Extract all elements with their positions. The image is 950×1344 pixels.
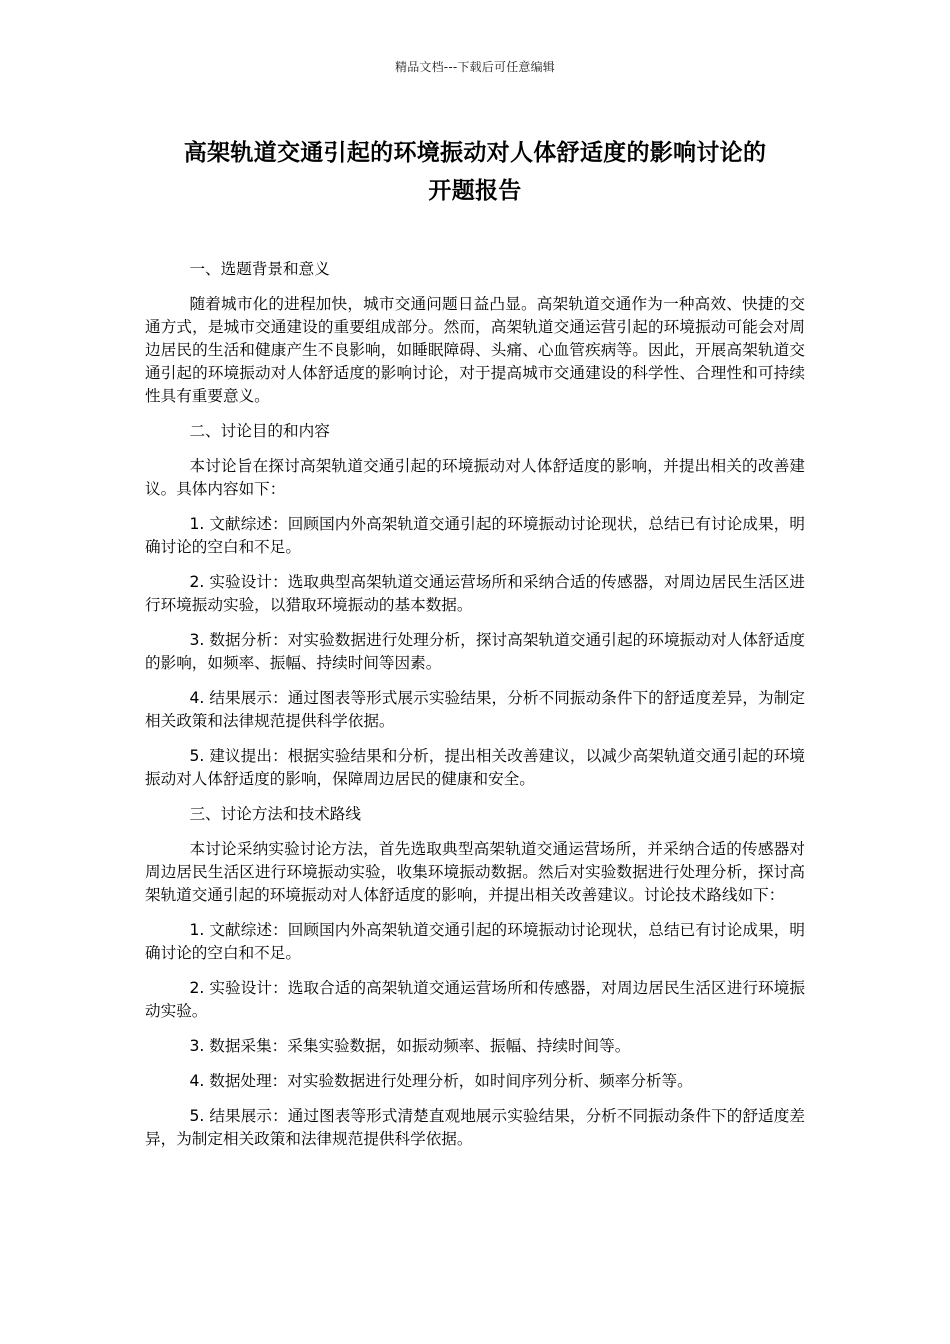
- list-item-content-3: 3. 数据分析：对实验数据进行处理分析，探讨高架轨道交通引起的环境振动对人体舒适度的影响，如频率、振幅、持续时间等因素。: [145, 631, 805, 672]
- list-item-content-5: 5. 建议提出：根据实验结果和分析，提出相关改善建议，以减少高架轨道交通引起的环境振动对人体舒适度的影响，保障周边居民的健康和安全。: [145, 747, 805, 788]
- list-item-route-3: 3. 数据采集：采集实验数据，如振动频率、振幅、持续时间等。: [189, 1037, 631, 1055]
- list-item-content-2: 2. 实验设计：选取典型高架轨道交通运营场所和采纳合适的传感器，对周边居民生活区进行环境振动实验，以猎取环境振动的基本数据。: [145, 573, 805, 614]
- list-item-route-1: 1. 文献综述：回顾国内外高架轨道交通引起的环境振动讨论现状，总结已有讨论成果，明确讨论的空白和不足。: [145, 921, 805, 962]
- paragraph-background: 随着城市化的进程加快，城市交通问题日益凸显。高架轨道交通作为一种高效、快捷的交通方式，是城市交通建设的重要组成部分。然而，高架轨道交通运营引起的环境振动可能会对周边居民的生活和健康产生不良影响，如睡眠障碍、头痛、心血管疾病等。因此，开展高架轨道交通引起的环境振动对人体舒适度的影响讨论，对于提高城市交通建设的科学性、合理性和可持续性具有重要意义。: [145, 295, 805, 405]
- list-item-route-5: 5. 结果展示：通过图表等形式清楚直观地展示实验结果，分析不同振动条件下的舒适度差异，为制定相关政策和法律规范提供科学依据。: [145, 1107, 805, 1148]
- list-item-route-4: 4. 数据处理：对实验数据进行处理分析，如时间序列分析、频率分析等。: [189, 1072, 693, 1090]
- title-line-1: 高架轨道交通引起的环境振动对人体舒适度的影响讨论的: [183, 140, 767, 166]
- list-item-content-1: 1. 文献综述：回顾国内外高架轨道交通引起的环境振动讨论现状，总结已有讨论成果，明确讨论的空白和不足。: [145, 515, 805, 556]
- header-note: 精品文档---下载后可任意编辑: [395, 60, 555, 74]
- title-line-2: 开题报告: [428, 178, 522, 204]
- section-heading-methods: 三、讨论方法和技术路线: [189, 805, 361, 823]
- section-heading-background: 一、选题背景和意义: [189, 260, 330, 278]
- document-title: [145, 134, 805, 210]
- paragraph-methods-intro: 本讨论采纳实验讨论方法，首先选取典型高架轨道交通运营场所，并采纳合适的传感器对周边居民生活区进行环境振动实验，收集环境振动数据。然后对实验数据进行处理分析，探讨高架轨道交通引起的环境振动对人体舒适度的影响，并提出相关改善建议。讨论技术路线如下：: [145, 840, 805, 904]
- section-heading-objectives: 二、讨论目的和内容: [189, 422, 330, 440]
- paragraph-objectives-intro: 本讨论旨在探讨高架轨道交通引起的环境振动对人体舒适度的影响，并提出相关的改善建议。具体内容如下：: [145, 457, 805, 498]
- document-body: [145, 258, 805, 1163]
- list-item-content-4: 4. 结果展示：通过图表等形式展示实验结果，分析不同振动条件下的舒适度差异，为制定相关政策和法律规范提供科学依据。: [145, 689, 805, 730]
- list-item-route-2: 2. 实验设计：选取合适的高架轨道交通运营场所和传感器，对周边居民生活区进行环境振动实验。: [145, 979, 805, 1020]
